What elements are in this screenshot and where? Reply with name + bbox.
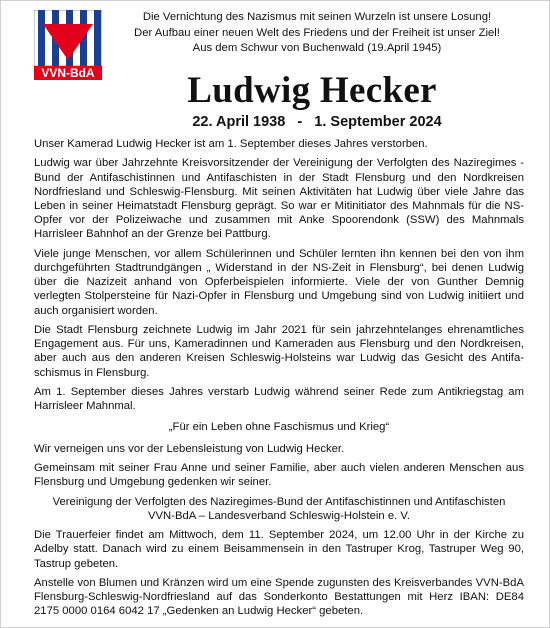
paragraph-death: Am 1. September dieses Jahres verstarb Ludwig während seiner Rede zum Antikriegstag am Harrisleer Mahnmal. (34, 386, 524, 413)
logo-text: VVN-BdA (41, 66, 95, 80)
motto-line-1: Die Vernichtung des Nazismus mit seinen Wurzeln ist unsere Losung! (142, 11, 492, 23)
paragraph-remembrance: Gemeinsam mit seiner Frau Anne und seiner Familie, aber auch vielen anderen Menschen aus Flensburg und Umgebung gedenken wir seiner. (34, 462, 524, 489)
paragraph-award: Die Stadt Flensburg zeichnete Ludwig im Jahr 2021 für sein jahrzehntelanges ehrenamtliches Engagement aus. Für uns, Kameradinnen und Kameraden aus Flensburg und den Nordkreisen, aber auch aus den anderen Kreisen Schleswig-Holsteins war Ludwig das Gesicht des Antifa-schismus in Flensburg. (34, 324, 524, 379)
paragraph-funeral: Die Trauerfeier findet am Mittwoch, dem 11. September 2024, um 12.00 Uhr in der Kirche zu Adelby statt. Danach wird zu einem Beisammensein in den Tastruper Krog, Tastruper Weg 90, Tastrup gebeten. (34, 529, 524, 570)
organization-branch: VVN-BdA – Landesverband Schleswig-Holstein e. V. (147, 509, 411, 522)
motto-line-2: Der Aufbau einer neuen Welt des Friedens und der Freiheit ist unser Ziel! (134, 26, 500, 39)
organization-name: Vereinigung der Verfolgten des Naziregimes-Bund der Antifaschistinnen und Antifaschisten (52, 495, 506, 508)
paragraph-city-tours: Viele junge Menschen, vor allem Schülerinnen und Schüler lernten ihn kennen bei den von ihm durchgeführten Stadtrundgängen „ Widerstand in der NS-Zeit in Flensburg“, bei denen Ludwig über die Nazizeit anhand von Opferbeispielen informierte. Viele der von Gunther Demnig verlegten Stolpersteine für Nazi-Opfer in Flensburg und Umgebung sind von Ludwig initiiert und auch organisiert worden. (34, 247, 524, 317)
life-dates: 22. April 1938 - 1. September 2024 (192, 114, 442, 130)
paragraph-death-notice: Unser Kamerad Ludwig Hecker ist am 1. September dieses Jahres verstorben. (34, 138, 428, 150)
deceased-name: Ludwig Hecker (187, 70, 437, 111)
paragraph-chairman: Ludwig war über Jahrzehnte Kreisvorsitzender der Vereinigung der Verfolgten des Naziregimes - Bund der Antifaschistinnen und Antifaschisten in der Stadt Flensburg und den Nordkreisen Nordfriesland und Schleswig-Flensburg. Mit seinen Aktivitäten hat Ludwig über viele Jahre das Leben in seiner Heimatstadt Flensburg geprägt. So war er Mitinitiator des Mahnmals für die NS-Opfer vor der Polizeiwache und zusammen mit Anke Spoorendonk (SSW) des Mahnmals Harrisleer Bahnhof an der Grenze bei Pattburg. (34, 157, 524, 241)
obituary-text (34, 137, 524, 624)
paragraph-donation: Anstelle von Blumen und Kränzen wird um eine Spende zugunsten des Kreisverbandes VVN-BdA Flensburg-Schleswig-Nordfriesland auf das Sonderkonto Bestattungen mit Herz IBAN: DE84 2175 0000 0164 6042 17 „Gedenken an Ludwig Hecker“ gebeten. (34, 576, 524, 618)
quote-motto: „Für ein Leben ohne Faschismus und Krieg“ (168, 421, 390, 434)
motto-line-3: Aus dem Schwur von Buchenwald (19.April 1945) (192, 42, 442, 54)
buchenwald-oath (112, 10, 522, 57)
vvn-bda-logo (34, 10, 102, 80)
paragraph-tribute: Wir verneigen uns vor der Lebensleistung von Ludwig Hecker. (34, 442, 345, 455)
